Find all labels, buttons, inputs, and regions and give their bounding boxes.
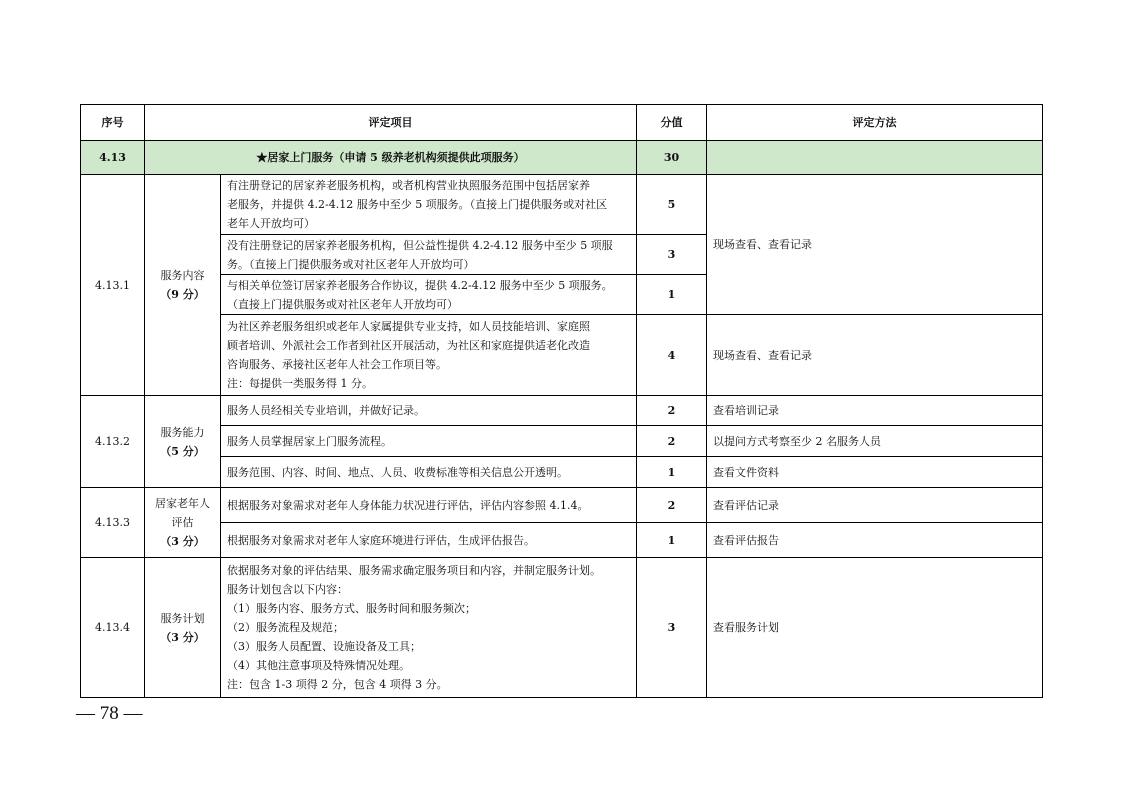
category-points: （5 分）	[160, 444, 205, 458]
item-score: 3	[637, 235, 707, 275]
header-evaluation-method: 评定方法	[707, 105, 1043, 141]
description-line: 老年人开放均可）	[227, 217, 315, 230]
header-score: 分值	[637, 105, 707, 141]
item-method: 查看培训记录	[707, 396, 1043, 426]
item-method: 查看评估记录	[707, 488, 1043, 523]
description-line: 没有注册登记的居家养老服务机构，但公益性提供 4.2-4.12 服务中至少 5 项服	[227, 238, 613, 252]
table-row	[81, 175, 1043, 235]
table-row	[81, 396, 1043, 426]
category-points: （3 分）	[160, 535, 205, 548]
evaluation-table	[80, 104, 1043, 698]
item-category	[145, 396, 221, 488]
item-description	[221, 315, 637, 396]
category-name: 服务计划	[160, 611, 205, 625]
section-method-empty	[707, 141, 1043, 175]
table-row	[81, 488, 1043, 523]
item-description: 服务人员经相关专业培训，并做好记录。	[221, 396, 637, 426]
item-score: 2	[637, 396, 707, 426]
category-name-cont: 评估	[171, 516, 194, 529]
description-line: （1）服务内容、服务方式、服务时间和服务频次；	[227, 602, 476, 615]
section-title: ★居家上门服务（申请 5 级养老机构须提供此项服务）	[145, 141, 637, 175]
description-line: 咨询服务、承接社区老年人社会工作项目等。	[227, 358, 447, 371]
item-description: 根据服务对象需求对老年人身体能力状况进行评估，评估内容参照 4.1.4。	[221, 488, 637, 523]
category-name: 服务内容	[160, 269, 205, 282]
item-number: 4.13.1	[81, 175, 145, 396]
item-description	[221, 275, 637, 315]
category-points: （3 分）	[160, 630, 205, 644]
item-number: 4.13.3	[81, 488, 145, 558]
item-method: 现场查看、查看记录	[707, 175, 1043, 315]
page-number: — 78 —	[76, 703, 143, 724]
header-evaluation-item: 评定项目	[145, 105, 637, 141]
description-line: 服务计划包含以下内容：	[227, 583, 348, 596]
item-description: 根据服务对象需求对老年人家庭环境进行评估，生成评估报告。	[221, 523, 637, 558]
description-line: 务。（直接上门提供服务或对社区老年人开放均可）	[227, 257, 475, 271]
description-line: 老服务，并提供 4.2-4.12 服务中至少 5 项服务。（直接上门提供服务或对社区	[227, 198, 608, 211]
category-points: （9 分）	[160, 288, 205, 301]
item-method: 查看文件资料	[707, 457, 1043, 488]
category-name: 服务能力	[160, 425, 205, 439]
item-method: 查看评估报告	[707, 523, 1043, 558]
item-number: 4.13.2	[81, 396, 145, 488]
item-description: 服务范围、内容、时间、地点、人员、收费标准等相关信息公开透明。	[221, 457, 637, 488]
item-score: 3	[637, 558, 707, 698]
item-score: 5	[637, 175, 707, 235]
item-number: 4.13.4	[81, 558, 145, 698]
item-category	[145, 558, 221, 698]
item-score: 1	[637, 523, 707, 558]
description-line: 注：每提供一类服务得 1 分。	[227, 377, 373, 390]
description-line: （直接上门提供服务或对社区老年人开放均可）	[227, 297, 458, 311]
item-score: 2	[637, 426, 707, 457]
item-description	[221, 558, 637, 698]
section-row	[81, 141, 1043, 175]
section-score: 30	[637, 141, 707, 175]
description-line: （3）服务人员配置、设施设备及工具；	[227, 640, 421, 653]
item-method: 现场查看、查看记录	[707, 315, 1043, 396]
item-description: 服务人员掌握居家上门服务流程。	[221, 426, 637, 457]
item-score: 2	[637, 488, 707, 523]
item-description	[221, 235, 637, 275]
section-number: 4.13	[81, 141, 145, 175]
item-score: 1	[637, 457, 707, 488]
item-description	[221, 175, 637, 235]
item-score: 4	[637, 315, 707, 396]
table-header-row	[81, 105, 1043, 141]
table-row	[81, 523, 1043, 558]
description-line: 为社区养老服务组织或老年人家属提供专业支持，如人员技能培训、家庭照	[227, 320, 590, 333]
description-line: （2）服务流程及规范；	[227, 621, 344, 634]
table-row	[81, 457, 1043, 488]
description-line: 依据服务对象的评估结果、服务需求确定服务项目和内容，并制定服务计划。	[227, 564, 601, 577]
description-line: 注：包含 1-3 项得 2 分，包含 4 项得 3 分。	[227, 678, 448, 691]
description-line: 与相关单位签订居家养老服务合作协议，提供 4.2-4.12 服务中至少 5 项服务。	[227, 278, 613, 292]
description-line: （4）其他注意事项及特殊情况处理。	[227, 659, 410, 672]
description-line: 顾者培训、外派社会工作者到社区开展活动，为社区和家庭提供适老化改造	[227, 339, 590, 352]
header-serial-no: 序号	[81, 105, 145, 141]
item-score: 1	[637, 275, 707, 315]
table-row	[81, 426, 1043, 457]
category-name: 居家老年人	[155, 497, 210, 510]
description-line: 有注册登记的居家养老服务机构，或者机构营业执照服务范围中包括居家养	[227, 179, 590, 192]
item-category	[145, 175, 221, 396]
item-category	[145, 488, 221, 558]
table-row	[81, 558, 1043, 698]
table-row	[81, 315, 1043, 396]
item-method: 以提问方式考察至少 2 名服务人员	[707, 426, 1043, 457]
item-method: 查看服务计划	[707, 558, 1043, 698]
